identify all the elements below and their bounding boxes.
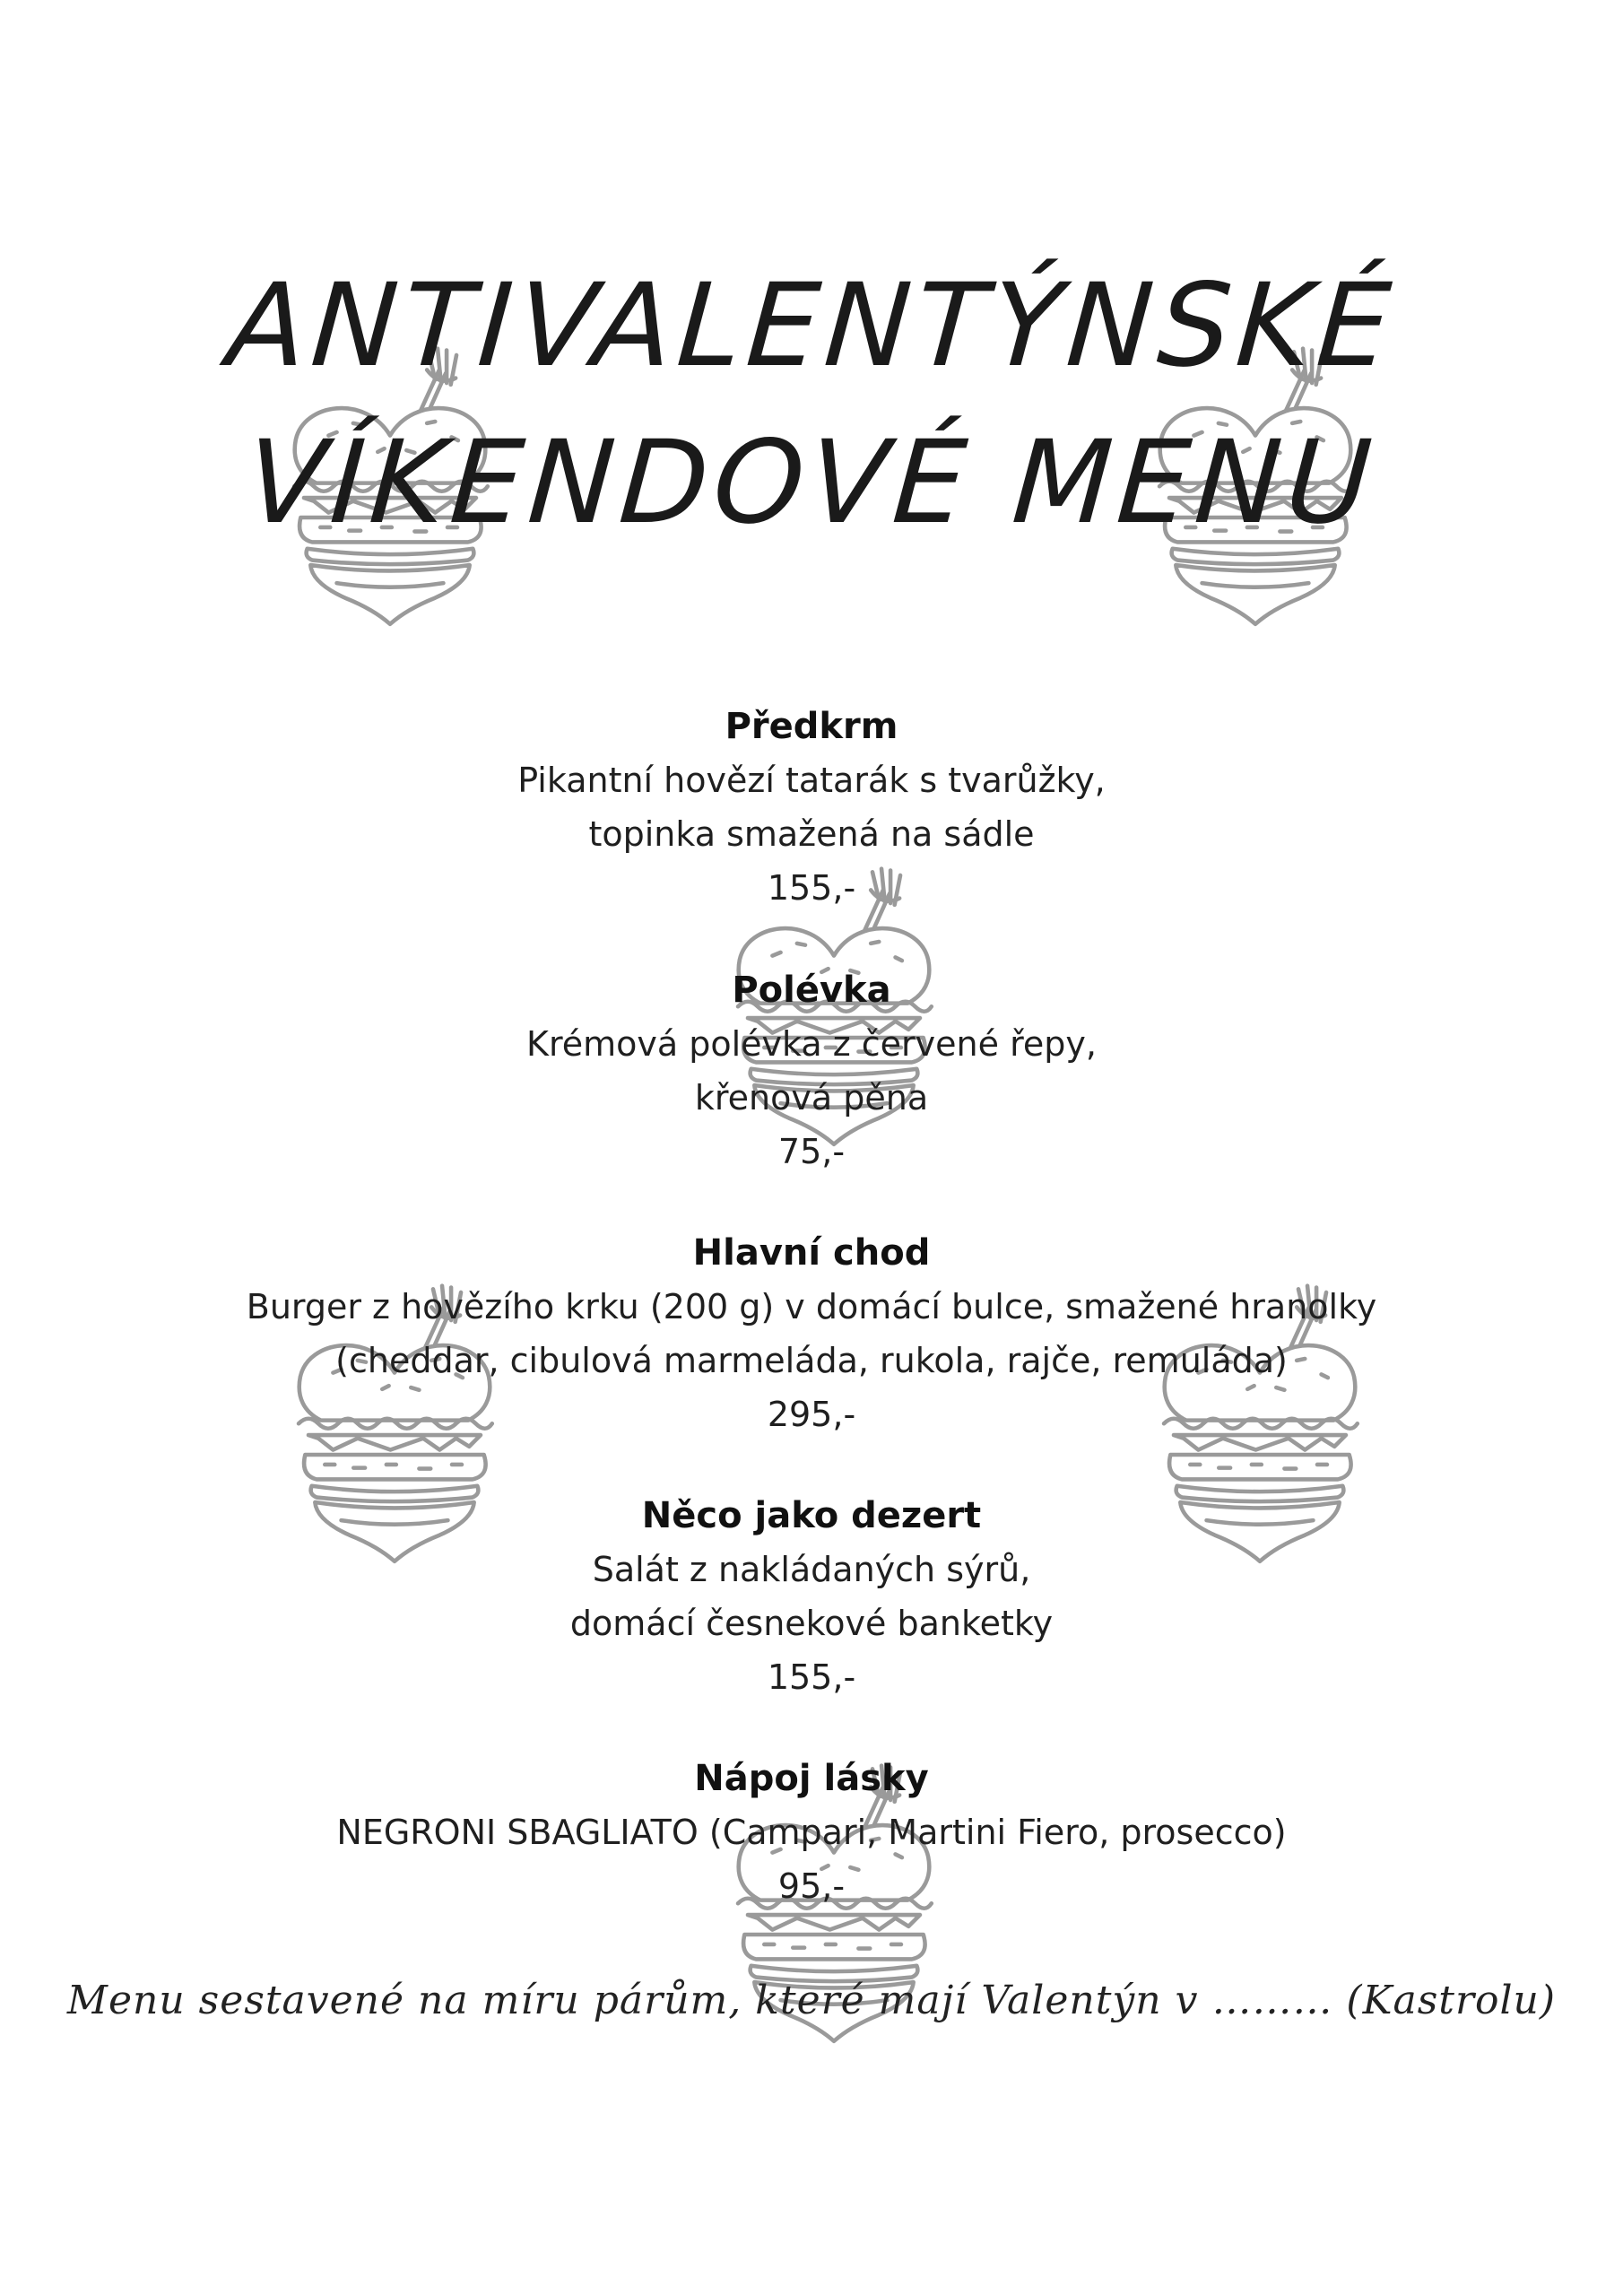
menu-section-starter xyxy=(0,700,1623,915)
dish-description: (cheddar, cibulová marmeláda, rukola, rajče, remuláda) xyxy=(335,1341,1288,1380)
section-heading: Nápoj lásky xyxy=(694,1758,929,1799)
dish-price: 295,- xyxy=(767,1395,856,1434)
dish-price: 75,- xyxy=(777,1132,846,1171)
menu-section-main-course xyxy=(0,1226,1623,1441)
dish-description: Pikantní hovězí tatarák s tvarůžky, xyxy=(517,761,1106,800)
section-heading: Hlavní chod xyxy=(692,1232,931,1274)
dish-description: domácí česnekové banketky xyxy=(569,1604,1054,1643)
dish-description: Burger z hovězího krku (200 g) v domácí bulce, smažené hranolky xyxy=(246,1287,1377,1326)
section-heading: Předkrm xyxy=(725,706,898,747)
menu-title-line-1: ANTIVALENTÝNSKÉ xyxy=(222,259,1401,393)
dish-description: Salát z nakládaných sýrů, xyxy=(592,1550,1031,1589)
dish-description: NEGRONI SBAGLIATO (Campari, Martini Fiero, prosecco) xyxy=(336,1813,1287,1852)
dish-price: 155,- xyxy=(767,1657,856,1697)
dish-description: Krémová polévka z červené řepy, xyxy=(526,1024,1097,1064)
section-heading: Polévka xyxy=(732,970,891,1011)
menu-section-soup xyxy=(0,963,1623,1178)
menu-footer-note: Menu sestavené na míru párům, které mají Valentýn v ……… (Kastrolu) xyxy=(66,1978,1557,2023)
menu-section-dessert xyxy=(0,1489,1623,1704)
dish-price: 95,- xyxy=(777,1866,846,1906)
dish-description: křenová pěna xyxy=(694,1078,929,1118)
dish-price: 155,- xyxy=(767,868,856,908)
menu-title-line-2: VÍKENDOVÉ MENU xyxy=(242,416,1381,550)
menu-section-drink xyxy=(0,1752,1623,1913)
dish-description: topinka smažená na sádle xyxy=(588,814,1035,854)
section-heading: Něco jako dezert xyxy=(641,1495,982,1536)
